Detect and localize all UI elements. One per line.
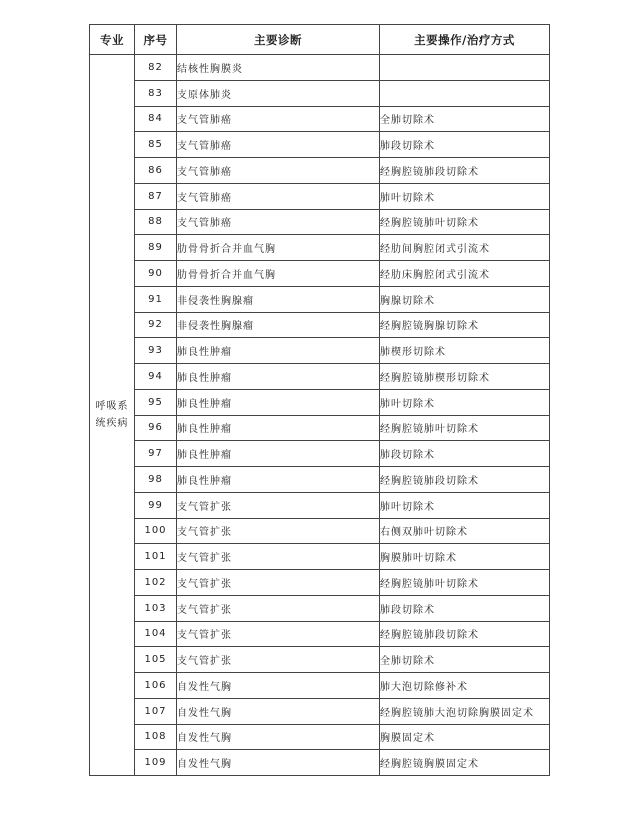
header-procedure: 主要操作/治疗方式	[380, 25, 550, 55]
row-procedure: 肺段切除术	[380, 441, 550, 467]
row-diagnosis: 肺良性肿瘤	[177, 467, 380, 493]
row-diagnosis: 支气管扩张	[177, 647, 380, 673]
row-diagnosis: 肺良性肿瘤	[177, 338, 380, 364]
table-row	[90, 80, 550, 106]
specialty-line-2: 统疾病	[95, 418, 129, 429]
row-procedure: 经胸腔镜肺叶切除术	[380, 209, 550, 235]
row-procedure: 肺叶切除术	[380, 492, 550, 518]
row-procedure: 全肺切除术	[380, 106, 550, 132]
table-row	[90, 158, 550, 184]
table-row	[90, 132, 550, 158]
row-number: 86	[135, 158, 177, 184]
row-number: 94	[135, 364, 177, 390]
row-procedure: 胸膜固定术	[380, 724, 550, 750]
row-diagnosis: 支气管扩张	[177, 518, 380, 544]
row-procedure: 右侧双肺叶切除术	[380, 518, 550, 544]
table-row	[90, 106, 550, 132]
row-number: 93	[135, 338, 177, 364]
row-number: 99	[135, 492, 177, 518]
row-diagnosis: 非侵袭性胸腺瘤	[177, 312, 380, 338]
row-diagnosis: 非侵袭性胸腺瘤	[177, 286, 380, 312]
table-row	[90, 286, 550, 312]
row-procedure: 肺大泡切除修补术	[380, 673, 550, 699]
row-number: 88	[135, 209, 177, 235]
table-row	[90, 415, 550, 441]
table-row	[90, 183, 550, 209]
row-diagnosis: 支气管肺癌	[177, 158, 380, 184]
row-number: 97	[135, 441, 177, 467]
row-procedure: 经胸腔镜胸腺切除术	[380, 312, 550, 338]
table-row	[90, 673, 550, 699]
row-number: 104	[135, 621, 177, 647]
row-procedure: 肺段切除术	[380, 595, 550, 621]
row-diagnosis: 自发性气胸	[177, 698, 380, 724]
row-diagnosis: 肺良性肿瘤	[177, 389, 380, 415]
table-row	[90, 261, 550, 287]
table-row	[90, 570, 550, 596]
row-procedure: 肺段切除术	[380, 132, 550, 158]
row-procedure: 经胸腔镜肺段切除术	[380, 621, 550, 647]
row-number: 101	[135, 544, 177, 570]
row-diagnosis: 支气管肺癌	[177, 132, 380, 158]
row-procedure: 肺楔形切除术	[380, 338, 550, 364]
row-number: 96	[135, 415, 177, 441]
row-number: 106	[135, 673, 177, 699]
row-diagnosis: 支气管扩张	[177, 595, 380, 621]
row-diagnosis: 支气管扩张	[177, 621, 380, 647]
table-row	[90, 312, 550, 338]
row-procedure: 肺叶切除术	[380, 389, 550, 415]
row-procedure: 胸膜肺叶切除术	[380, 544, 550, 570]
procedure-table	[89, 24, 550, 776]
table-row	[90, 724, 550, 750]
row-procedure: 经胸腔镜肺叶切除术	[380, 415, 550, 441]
header-row	[90, 25, 550, 55]
row-diagnosis: 支气管肺癌	[177, 183, 380, 209]
row-diagnosis: 支原体肺炎	[177, 80, 380, 106]
specialty-line-1: 呼吸系	[95, 401, 129, 412]
row-diagnosis: 肺良性肿瘤	[177, 415, 380, 441]
row-number: 102	[135, 570, 177, 596]
table-row	[90, 467, 550, 493]
table-body	[90, 55, 550, 776]
row-number: 85	[135, 132, 177, 158]
row-procedure: 经胸腔镜肺段切除术	[380, 158, 550, 184]
row-number: 108	[135, 724, 177, 750]
row-number: 87	[135, 183, 177, 209]
row-number: 109	[135, 750, 177, 776]
row-number: 84	[135, 106, 177, 132]
table-row	[90, 55, 550, 81]
row-number: 95	[135, 389, 177, 415]
row-procedure: 经胸腔镜肺大泡切除胸膜固定术	[380, 698, 550, 724]
table-row	[90, 389, 550, 415]
row-diagnosis: 支气管扩张	[177, 570, 380, 596]
row-number: 83	[135, 80, 177, 106]
table-row	[90, 647, 550, 673]
table-row	[90, 750, 550, 776]
row-number: 89	[135, 235, 177, 261]
row-diagnosis: 肋骨骨折合并血气胸	[177, 235, 380, 261]
row-diagnosis: 肺良性肿瘤	[177, 364, 380, 390]
row-procedure: 全肺切除术	[380, 647, 550, 673]
table-row	[90, 621, 550, 647]
table-row	[90, 235, 550, 261]
row-number: 107	[135, 698, 177, 724]
row-procedure	[380, 80, 550, 106]
row-diagnosis: 支气管扩张	[177, 544, 380, 570]
row-diagnosis: 支气管肺癌	[177, 209, 380, 235]
row-diagnosis: 肺良性肿瘤	[177, 441, 380, 467]
row-diagnosis: 结核性胸膜炎	[177, 55, 380, 81]
table-row	[90, 209, 550, 235]
row-procedure: 经胸腔镜肺段切除术	[380, 467, 550, 493]
specialty-cell	[90, 55, 135, 776]
row-diagnosis: 支气管肺癌	[177, 106, 380, 132]
table-row	[90, 364, 550, 390]
row-procedure: 肺叶切除术	[380, 183, 550, 209]
row-number: 92	[135, 312, 177, 338]
row-procedure	[380, 55, 550, 81]
row-procedure: 经胸腔镜肺叶切除术	[380, 570, 550, 596]
row-number: 82	[135, 55, 177, 81]
row-procedure: 经肋间胸腔闭式引流术	[380, 235, 550, 261]
row-procedure: 经肋床胸腔闭式引流术	[380, 261, 550, 287]
header-diagnosis: 主要诊断	[177, 25, 380, 55]
row-diagnosis: 自发性气胸	[177, 724, 380, 750]
table-row	[90, 492, 550, 518]
row-procedure: 经胸腔镜肺楔形切除术	[380, 364, 550, 390]
row-number: 98	[135, 467, 177, 493]
row-number: 103	[135, 595, 177, 621]
row-number: 100	[135, 518, 177, 544]
table-row	[90, 518, 550, 544]
table-row	[90, 544, 550, 570]
row-procedure: 经胸腔镜胸膜固定术	[380, 750, 550, 776]
row-diagnosis: 支气管扩张	[177, 492, 380, 518]
row-number: 90	[135, 261, 177, 287]
table-row	[90, 595, 550, 621]
table-row	[90, 698, 550, 724]
row-number: 105	[135, 647, 177, 673]
row-diagnosis: 肋骨骨折合并血气胸	[177, 261, 380, 287]
row-diagnosis: 自发性气胸	[177, 750, 380, 776]
table-row	[90, 338, 550, 364]
header-specialty: 专业	[90, 25, 135, 55]
header-number: 序号	[135, 25, 177, 55]
row-number: 91	[135, 286, 177, 312]
table-row	[90, 441, 550, 467]
row-procedure: 胸腺切除术	[380, 286, 550, 312]
row-diagnosis: 自发性气胸	[177, 673, 380, 699]
